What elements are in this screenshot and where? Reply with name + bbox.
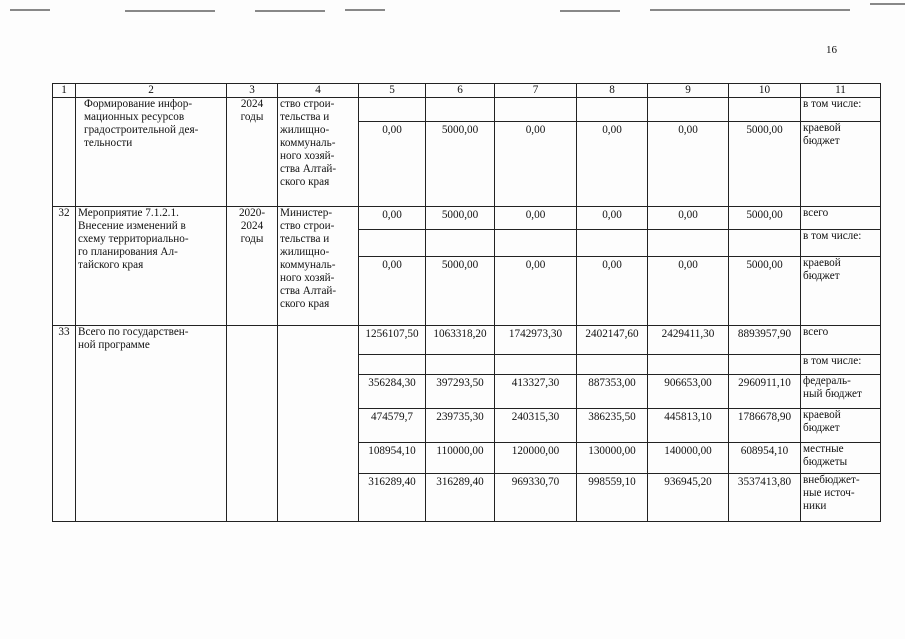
value-cell: 356284,30 (359, 375, 426, 409)
value-cell: 0,00 (495, 207, 577, 230)
column-number: 10 (729, 84, 801, 98)
column-number: 4 (278, 84, 359, 98)
value-cell: 413327,30 (495, 375, 577, 409)
column-number: 5 (359, 84, 426, 98)
value-cell: 2402147,60 (577, 326, 648, 355)
value-cell: 0,00 (648, 122, 729, 207)
source-label-cell: краевой бюджет (801, 122, 881, 207)
source-label-cell: всего (801, 207, 881, 230)
value-cell: 386235,50 (577, 409, 648, 443)
executor-cell: ство строи- тельства и жилищно- коммуналь- ного хозяй- ства Алтай- ского края (278, 98, 359, 207)
value-cell: 5000,00 (729, 122, 801, 207)
table-row (53, 207, 881, 230)
activity-name-cell: Мероприятие 7.1.2.1. Внесение изменений в схему территориально- го планирования Ал- тайского края (76, 207, 227, 326)
column-number: 6 (426, 84, 495, 98)
source-label-cell: внебюджет- ные источ- ники (801, 474, 881, 522)
value-cell: 0,00 (577, 257, 648, 326)
source-label-cell: в том числе: (801, 98, 881, 122)
value-cell: 445813,10 (648, 409, 729, 443)
row-number-cell: 32 (53, 207, 76, 326)
value-cell: 0,00 (648, 257, 729, 326)
column-number: 2 (76, 84, 227, 98)
value-cell: 1742973,30 (495, 326, 577, 355)
value-cell: 130000,00 (577, 443, 648, 474)
activity-name-cell: Всего по государствен- ной программе (76, 326, 227, 522)
value-cell: 0,00 (359, 207, 426, 230)
value-cell: 1786678,90 (729, 409, 801, 443)
value-cell: 110000,00 (426, 443, 495, 474)
value-cell: 0,00 (648, 207, 729, 230)
value-cell: 0,00 (577, 122, 648, 207)
row-number-cell: 33 (53, 326, 76, 522)
source-label-cell: федераль- ный бюджет (801, 375, 881, 409)
table-row (53, 98, 881, 122)
source-label-cell: в том числе: (801, 230, 881, 257)
value-cell: 936945,20 (648, 474, 729, 522)
value-cell: 1256107,50 (359, 326, 426, 355)
column-number-row (53, 84, 881, 98)
budget-table (52, 83, 881, 522)
source-label-cell: краевой бюджет (801, 257, 881, 326)
value-cell: 5000,00 (426, 257, 495, 326)
value-cell: 2960911,10 (729, 375, 801, 409)
column-number: 8 (577, 84, 648, 98)
value-cell: 0,00 (359, 257, 426, 326)
value-cell: 239735,30 (426, 409, 495, 443)
value-cell: 397293,50 (426, 375, 495, 409)
value-cell: 5000,00 (729, 207, 801, 230)
value-cell: 5000,00 (729, 257, 801, 326)
value-cell: 998559,10 (577, 474, 648, 522)
value-cell: 0,00 (495, 122, 577, 207)
value-cell: 0,00 (495, 257, 577, 326)
column-number: 9 (648, 84, 729, 98)
value-cell: 474579,7 (359, 409, 426, 443)
column-number: 11 (801, 84, 881, 98)
value-cell: 1063318,20 (426, 326, 495, 355)
source-label-cell: всего (801, 326, 881, 355)
value-cell: 0,00 (359, 122, 426, 207)
value-cell: 887353,00 (577, 375, 648, 409)
scan-artifact-top (0, 0, 905, 14)
page-number: 16 (826, 44, 837, 56)
value-cell: 316289,40 (359, 474, 426, 522)
executor-cell: Министер- ство строи- тельства и жилищно- коммуналь- ного хозяй- ства Алтай- ского края (278, 207, 359, 326)
value-cell: 240315,30 (495, 409, 577, 443)
source-label-cell: местные бюджеты (801, 443, 881, 474)
value-cell: 8893957,90 (729, 326, 801, 355)
executor-cell (278, 326, 359, 522)
column-number: 7 (495, 84, 577, 98)
column-number: 1 (53, 84, 76, 98)
value-cell: 2429411,30 (648, 326, 729, 355)
value-cell: 0,00 (577, 207, 648, 230)
source-label-cell: краевой бюджет (801, 409, 881, 443)
table-row (53, 326, 881, 355)
value-cell: 969330,70 (495, 474, 577, 522)
value-cell: 316289,40 (426, 474, 495, 522)
activity-name-cell: Формирование инфор- мационных ресурсов градостроительной дея- тельности (76, 98, 227, 207)
years-cell: 2024 годы (227, 98, 278, 207)
value-cell: 5000,00 (426, 207, 495, 230)
value-cell: 906653,00 (648, 375, 729, 409)
years-cell (227, 326, 278, 522)
value-cell: 108954,10 (359, 443, 426, 474)
value-cell: 608954,10 (729, 443, 801, 474)
column-number: 3 (227, 84, 278, 98)
row-number-cell (53, 98, 76, 207)
value-cell: 3537413,80 (729, 474, 801, 522)
source-label-cell: в том числе: (801, 355, 881, 375)
value-cell: 120000,00 (495, 443, 577, 474)
years-cell: 2020- 2024 годы (227, 207, 278, 326)
value-cell: 140000,00 (648, 443, 729, 474)
value-cell: 5000,00 (426, 122, 495, 207)
